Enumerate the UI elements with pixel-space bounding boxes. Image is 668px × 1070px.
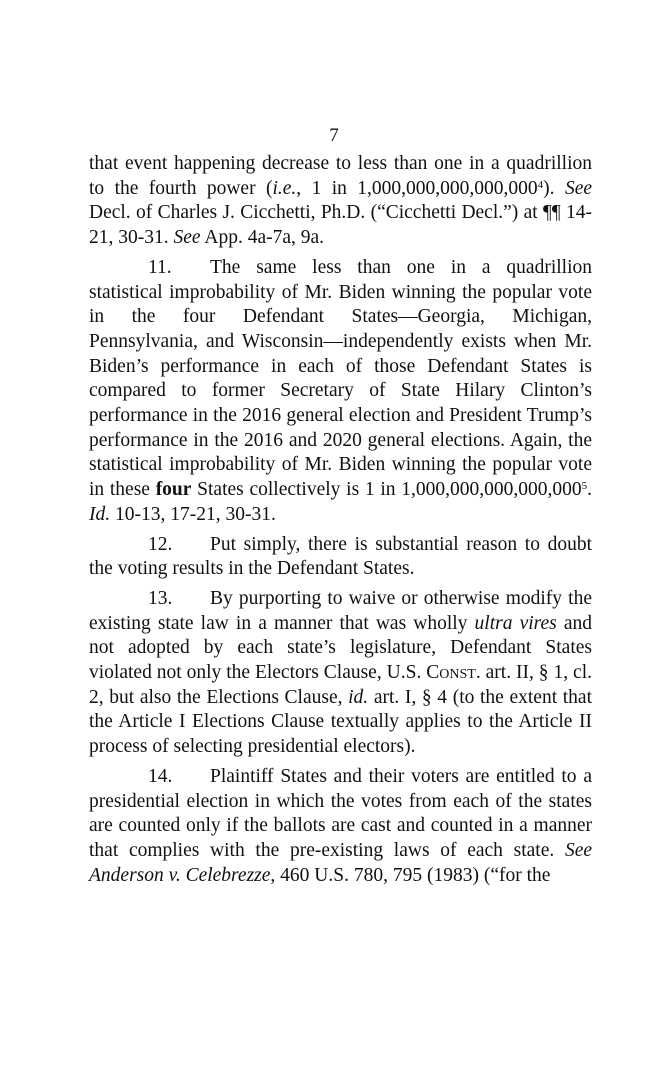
paragraph-number: 13. (148, 587, 173, 609)
italic-text: Id. (89, 503, 111, 525)
footnote-marker: 4 (537, 178, 544, 191)
paragraph-11 (89, 256, 592, 528)
italic-text: See (173, 227, 201, 249)
paragraph-continuation (89, 152, 592, 251)
text-run: . art. II, § 1, cl. 2, but also the Elections Clause, (89, 662, 592, 708)
paragraph-number: 14. (148, 765, 173, 787)
small-caps-text: onst (439, 662, 476, 684)
text-run: . (587, 479, 592, 501)
text-run: By purporting to waive or otherwise modify the existing state law in a manner that was wholly (89, 587, 592, 634)
italic-text: See Anderson v. Celebrezze (89, 839, 592, 886)
text-run: Put simply, there is substantial reason to doubt the voting results in the Defendant States. (89, 533, 592, 580)
italic-text: i.e. (272, 177, 297, 199)
text-run: Decl. of Charles J. Cicchetti, Ph.D. (“Cicchetti Decl.”) at ¶¶ 14-21, 30-31. (89, 202, 592, 249)
text-run: art. I, § 4 (to the extent that the Article I Elections Clause textually applies to the Article II process of selecting presidential electors). (89, 686, 592, 758)
paragraph-number: 11. (148, 256, 172, 278)
italic-text: See (564, 177, 593, 199)
bold-text: four (155, 479, 192, 501)
text-run: The same less than one in a quadrillion statistical improbability of Mr. Biden winning the popular vote in the four Defendant States—Georgia, Michigan, Pennsylvania, and Wisconsin—independently exists when Mr. Biden’s performance in each of those Defendant States is compared to former Secretary of State Hilary Clinton’s performance in the 2016 general election and President Trump’s performance in the 2016 and 2020 general elections. Again, the statistical improbability of Mr. Biden winning the popular vote in these (89, 256, 592, 501)
document-body (89, 152, 592, 888)
text-run: , 1 in 1,000,000,000,000,000 (296, 177, 538, 199)
text-run: App. 4a-7a, 9a. (200, 227, 325, 249)
text-run: , 460 U.S. 780, 795 (1983) (“for the (270, 864, 551, 886)
paragraph-number: 12. (148, 533, 173, 555)
paragraph-13 (89, 587, 592, 760)
text-run: Plaintiff States and their voters are entitled to a presidential election in which the votes from each of the states are counted only if the ballots are cast and counted in a manner that complies with the pre-existing laws of each state. (89, 765, 592, 861)
italic-text: ultra vires (474, 612, 557, 634)
footnote-marker: 5 (581, 480, 588, 493)
text-run: States collectively is 1 in 1,000,000,000,000,000 (191, 479, 582, 501)
page-number: 7 (329, 125, 339, 146)
text-run: ). (543, 177, 565, 199)
italic-text: id. (348, 686, 369, 708)
paragraph-14 (89, 765, 592, 889)
paragraph-12 (89, 533, 592, 582)
text-run: 10-13, 17-21, 30-31. (110, 503, 276, 525)
text-run: that event happening decrease to less than one in a quadrillion to the fourth power ( (89, 153, 592, 199)
text-run: and not adopted by each state’s legislature, Defendant States violated not only the Electors Clause, U.S. C (89, 612, 593, 684)
